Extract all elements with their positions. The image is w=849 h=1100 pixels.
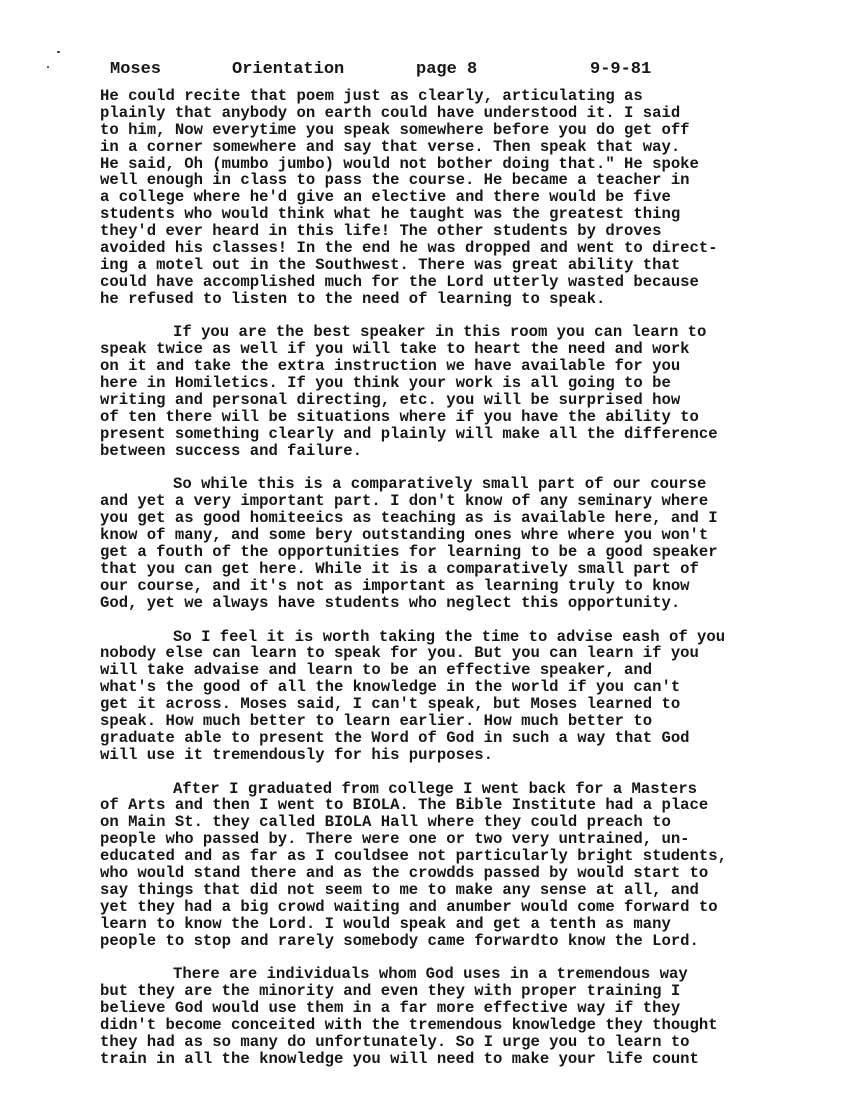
line-text: who would stand there and as the crowdds passed by would start to bbox=[100, 863, 709, 882]
text-line bbox=[100, 797, 840, 814]
text-line bbox=[100, 1000, 840, 1017]
text-line bbox=[100, 933, 840, 950]
text-line bbox=[100, 409, 840, 426]
text-line bbox=[100, 375, 840, 392]
line-text: nobody else can learn to speak for you. But you can learn if you bbox=[100, 644, 699, 663]
scan-speck bbox=[47, 66, 49, 68]
text-line bbox=[100, 730, 840, 747]
text-line bbox=[100, 713, 840, 730]
header-date: 9-9-81 bbox=[590, 60, 652, 79]
text-line bbox=[100, 493, 840, 510]
line-text: on it and take the extra instruction we have available for you bbox=[100, 357, 681, 376]
line-text: that you can get here. While it is a comparatively small part of bbox=[100, 559, 699, 578]
text-line bbox=[100, 916, 840, 933]
text-line bbox=[100, 206, 840, 223]
paragraph bbox=[100, 324, 840, 459]
text-line bbox=[100, 882, 840, 899]
text-line bbox=[100, 105, 840, 122]
line-text: could have accomplished much for the Lord utterly wasted because bbox=[100, 272, 699, 291]
line-text: didn't become conceited with the tremendous knowledge they thought bbox=[100, 1015, 718, 1034]
line-text: in a corner somewhere and say that verse. Then speak that way. bbox=[100, 137, 681, 156]
line-text: what's the good of all the knowledge in the world if you can't bbox=[100, 678, 681, 697]
line-text: There are individuals whom God uses in a tremendous way bbox=[173, 965, 688, 984]
text-line bbox=[100, 645, 840, 662]
line-text: plainly that anybody on earth could have understood it. I said bbox=[100, 103, 681, 122]
text-line bbox=[100, 544, 840, 561]
line-text: God, yet we always have students who neglect this opportunity. bbox=[100, 593, 681, 612]
line-text: writing and personal directing, etc. you will be surprised how bbox=[100, 391, 681, 410]
text-line bbox=[100, 629, 840, 646]
text-line bbox=[100, 358, 840, 375]
text-line bbox=[100, 561, 840, 578]
line-text: So while this is a comparatively small part of our course bbox=[173, 475, 707, 494]
line-text: and yet a very important part. I don't know of any seminary where bbox=[100, 492, 709, 511]
text-line bbox=[100, 595, 840, 612]
line-text: to him, Now everytime you speak somewhere before you do get off bbox=[100, 120, 690, 139]
line-text: will take advaise and learn to be an effective speaker, and bbox=[100, 661, 653, 680]
line-text: avoided his classes! In the end he was dropped and went to direct- bbox=[100, 239, 718, 258]
text-line bbox=[100, 476, 840, 493]
line-text: well enough in class to pass the course. He became a teacher in bbox=[100, 171, 690, 190]
line-text: on Main St. they called BIOLA Hall where they could preach to bbox=[100, 813, 671, 832]
paragraph bbox=[100, 476, 840, 611]
body-text bbox=[100, 88, 840, 1085]
text-line bbox=[100, 341, 840, 358]
line-text: they had as so many do unfortunately. So I urge you to learn to bbox=[100, 1032, 690, 1051]
line-text: graduate able to present the Word of God in such a way that God bbox=[100, 728, 690, 747]
header-title: Orientation bbox=[232, 60, 345, 79]
text-line bbox=[100, 274, 840, 291]
text-line bbox=[100, 88, 840, 105]
line-text: speak twice as well if you will take to heart the need and work bbox=[100, 340, 690, 359]
text-line bbox=[100, 983, 840, 1000]
line-text: train in all the knowledge you will need to make your life count bbox=[100, 1049, 699, 1068]
text-line bbox=[100, 257, 840, 274]
text-line bbox=[100, 966, 840, 983]
text-line bbox=[100, 172, 840, 189]
header-page-number: page 8 bbox=[416, 60, 478, 79]
text-line bbox=[100, 443, 840, 460]
line-text: he refused to listen to the need of learning to speak. bbox=[100, 289, 606, 308]
line-text: get a fouth of the opportunities for learning to be a good speaker bbox=[100, 543, 718, 562]
line-text: speak. How much better to learn earlier. How much better to bbox=[100, 711, 653, 730]
text-line bbox=[100, 240, 840, 257]
page-header bbox=[110, 60, 810, 82]
text-line bbox=[100, 679, 840, 696]
line-text: a college where he'd give an elective and there would be five bbox=[100, 188, 671, 207]
line-text: get it across. Moses said, I can't speak, but Moses learned to bbox=[100, 695, 681, 714]
line-text: believe God would use them in a far more effective way if they bbox=[100, 999, 681, 1018]
line-text: present something clearly and plainly will make all the difference bbox=[100, 424, 718, 443]
line-text: here in Homiletics. If you think your work is all going to be bbox=[100, 374, 671, 393]
text-line bbox=[100, 392, 840, 409]
header-name: Moses bbox=[110, 60, 162, 79]
text-line bbox=[100, 662, 840, 679]
paragraph bbox=[100, 966, 840, 1067]
line-text: say things that did not seem to me to make any sense at all, and bbox=[100, 880, 699, 899]
text-line bbox=[100, 865, 840, 882]
line-text: know of many, and some bery outstanding ones whre where you won't bbox=[100, 526, 709, 545]
text-line bbox=[100, 781, 840, 798]
text-line bbox=[100, 189, 840, 206]
text-line bbox=[100, 156, 840, 173]
line-text: students who would think what he taught was the greatest thing bbox=[100, 205, 681, 224]
text-line bbox=[100, 578, 840, 595]
text-line bbox=[100, 848, 840, 865]
line-text: ing a motel out in the Southwest. There was great ability that bbox=[100, 255, 681, 274]
paragraph bbox=[100, 781, 840, 950]
line-text: educated and as far as I couldsee not particularly bright students, bbox=[100, 847, 727, 866]
text-line bbox=[100, 1051, 840, 1068]
text-line bbox=[100, 527, 840, 544]
line-text: people to stop and rarely somebody came forwardto know the Lord. bbox=[100, 931, 699, 950]
line-text: they'd ever heard in this life! The other students by droves bbox=[100, 222, 662, 241]
line-text: people who passed by. There were one or two very untrained, un- bbox=[100, 830, 690, 849]
line-text: between success and failure. bbox=[100, 441, 363, 460]
text-line bbox=[100, 510, 840, 527]
line-text: If you are the best speaker in this room you can learn to bbox=[173, 323, 707, 342]
text-line bbox=[100, 814, 840, 831]
text-line bbox=[100, 291, 840, 308]
text-line bbox=[100, 426, 840, 443]
text-line bbox=[100, 899, 840, 916]
text-line bbox=[100, 139, 840, 156]
line-text: After I graduated from college I went back for a Masters bbox=[173, 779, 698, 798]
line-text: will use it tremendously for his purposes. bbox=[100, 745, 494, 764]
line-text: but they are the minority and even they with proper training I bbox=[100, 982, 681, 1001]
text-line bbox=[100, 696, 840, 713]
text-line bbox=[100, 324, 840, 341]
line-text: So I feel it is worth taking the time to advise eash of you bbox=[173, 627, 726, 646]
line-text: learn to know the Lord. I would speak and get a tenth as many bbox=[100, 914, 671, 933]
line-text: yet they had a big crowd waiting and anumber would come forward to bbox=[100, 897, 718, 916]
text-line bbox=[100, 747, 840, 764]
text-line bbox=[100, 223, 840, 240]
line-text: He could recite that poem just as clearly, articulating as bbox=[100, 87, 643, 105]
text-line bbox=[100, 831, 840, 848]
text-line bbox=[100, 122, 840, 139]
line-text: you get as good homiteeics as teaching as is available here, and I bbox=[100, 509, 718, 528]
paragraph bbox=[100, 629, 840, 764]
line-text: of Arts and then I went to BIOLA. The Bible Institute had a place bbox=[100, 796, 709, 815]
text-line bbox=[100, 1034, 840, 1051]
line-text: He said, Oh (mumbo jumbo) would not bother doing that." He spoke bbox=[100, 154, 699, 173]
scan-speck bbox=[57, 51, 60, 53]
text-line bbox=[100, 1017, 840, 1034]
line-text: of ten there will be situations where if you have the ability to bbox=[100, 407, 699, 426]
line-text: our course, and it's not as important as learning truly to know bbox=[100, 576, 690, 595]
paragraph bbox=[100, 88, 840, 308]
